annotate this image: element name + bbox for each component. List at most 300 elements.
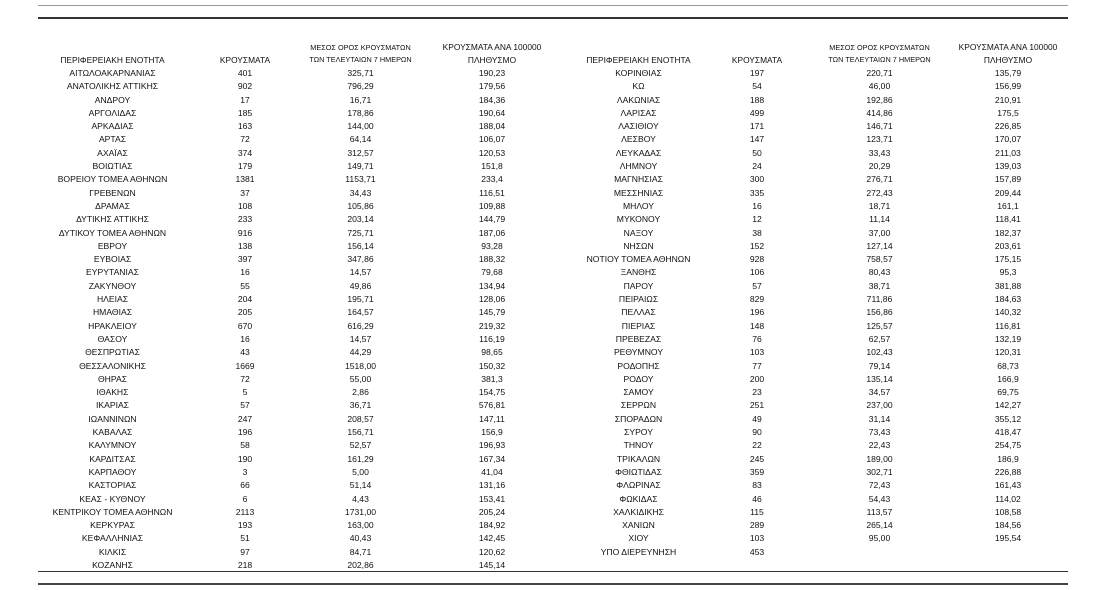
cell-per100k: 167,34 [478, 453, 506, 464]
cell-cases: 55 [240, 280, 250, 291]
cell-avg7: 758,57 [866, 254, 893, 265]
cell-per100k: 114,02 [995, 493, 1021, 504]
cell-avg7: 203,14 [347, 214, 374, 225]
cell-per100k: 186,9 [997, 453, 1019, 464]
cell-per100k: 140,32 [994, 307, 1022, 318]
cell-per100k: 166,9 [997, 373, 1019, 384]
header-per-line2: ΠΛΗΘΥΣΜΟ [467, 55, 517, 65]
cell-avg7: 64,14 [349, 134, 372, 145]
header-avg [298, 42, 423, 66]
cell-avg7: 161,29 [347, 453, 374, 464]
cell-per100k: 41,04 [481, 466, 503, 477]
cell-avg7: 163,00 [347, 520, 374, 531]
cell-per100k: 156,99 [994, 81, 1022, 92]
cell-avg7: 202,86 [347, 559, 374, 570]
cell-cases: 23 [752, 387, 762, 398]
cell-avg7: 616,29 [347, 320, 374, 331]
cell-cases: 108 [237, 200, 253, 211]
cell-region: ΑΝΔΡΟΥ [94, 94, 131, 105]
cell-per100k: 128,06 [478, 294, 506, 305]
cell-per100k: 154,75 [478, 387, 506, 398]
cell-avg7: 4,43 [352, 493, 369, 504]
cell-cases: 58 [240, 440, 250, 451]
cell-per100k: 170,07 [994, 134, 1022, 145]
cell-cases: 66 [240, 480, 250, 491]
cell-region: ΝΑΞΟΥ [623, 227, 654, 238]
cell-region: ΚΑΣΤΟΡΙΑΣ [88, 480, 137, 491]
cell-region: ΔΡΑΜΑΣ [95, 200, 130, 211]
cell-per100k: 233,4 [481, 174, 503, 185]
cell-per100k: 381,3 [481, 373, 503, 384]
cell-region: ΒΟΙΩΤΙΑΣ [92, 161, 133, 172]
cell-avg7: 38,71 [868, 280, 891, 291]
cell-region: ΚΑΡΠΑΘΟΥ [88, 466, 137, 477]
cell-per100k: 131,16 [478, 480, 506, 491]
cell-cases: 171 [749, 121, 765, 132]
cell-cases: 247 [237, 413, 253, 424]
cell-cases: 103 [749, 347, 765, 358]
cell-per100k: 184,92 [478, 520, 506, 531]
cell-avg7: 796,29 [347, 81, 374, 92]
cell-region: ΦΛΩΡΙΝΑΣ [616, 480, 661, 491]
cell-region: ΑΧΑΪΑΣ [97, 147, 128, 158]
cell-region: ΛΕΣΒΟΥ [621, 134, 656, 145]
cell-region: ΜΕΣΣΗΝΙΑΣ [613, 187, 664, 198]
cell-avg7: 51,14 [349, 480, 372, 491]
cell-cases: 179 [237, 161, 253, 172]
cell-avg7: 40,43 [349, 533, 372, 544]
cell-per100k: 142,27 [994, 400, 1022, 411]
cell-cases: 57 [752, 280, 762, 291]
header-avg [817, 42, 942, 66]
cell-region: ΠΡΕΒΕΖΑΣ [615, 333, 662, 344]
cell-avg7: 220,71 [866, 68, 893, 78]
cell-per100k: 156,9 [481, 427, 503, 438]
cell-cases: 670 [237, 320, 253, 331]
cell-avg7: 325,71 [347, 68, 374, 78]
header-per-line1: ΚΡΟΥΣΜΑΤΑ ΑΝΑ 100000 [958, 42, 1058, 52]
cell-per100k: 93,28 [481, 240, 503, 251]
cell-region: ΛΑΡΙΣΑΣ [620, 107, 657, 118]
cell-avg7: 156,71 [347, 427, 374, 438]
cell-cases: 51 [240, 533, 250, 544]
cell-avg7: 11,14 [869, 214, 890, 225]
cell-cases: 54 [752, 81, 762, 92]
cell-region: ΡΕΘΥΜΝΟΥ [613, 347, 664, 358]
header-avg-line2: ΤΩΝ ΤΕΛΕΥΤΑΙΩΝ 7 ΗΜΕΡΩΝ [309, 55, 412, 64]
cell-avg7: 195,71 [347, 294, 374, 305]
cell-per100k: 116,51 [479, 187, 505, 198]
cell-avg7: 5,00 [352, 466, 369, 477]
cell-cases: 499 [749, 107, 765, 118]
cell-avg7: 125,57 [866, 320, 893, 331]
cell-cases: 5 [242, 387, 248, 398]
cell-region: ΧΙΟΥ [628, 533, 649, 544]
cell-region: ΘΕΣΠΡΩΤΙΑΣ [85, 347, 140, 358]
cell-avg7: 79,14 [868, 360, 891, 371]
cell-cases: 829 [749, 294, 765, 305]
cell-region: ΙΘΑΚΗΣ [96, 387, 129, 398]
cell-cases: 453 [749, 546, 765, 557]
cell-avg7: 302,71 [866, 466, 893, 477]
cell-avg7: 73,43 [868, 427, 891, 438]
cell-avg7: 192,86 [866, 94, 893, 105]
cell-cases: 115 [750, 506, 764, 517]
cell-region: ΗΛΕΙΑΣ [96, 294, 129, 305]
cell-region: ΘΑΣΟΥ [97, 333, 128, 344]
cell-avg7: 146,71 [866, 121, 893, 132]
cell-region: ΚΕΦΑΛΛΗΝΙΑΣ [81, 533, 144, 544]
cell-avg7: 37,00 [868, 227, 891, 238]
cell-avg7: 178,86 [347, 107, 374, 118]
cell-avg7: 414,86 [866, 107, 893, 118]
header-region: ΠΕΡΙΦΕΡΕΙΑΚΗ ΕΝΟΤΗΤΑ [60, 55, 165, 65]
cell-avg7: 156,86 [866, 307, 893, 318]
cell-per100k: 182,37 [994, 227, 1022, 238]
cell-cases: 97 [240, 546, 250, 557]
cell-avg7: 14,57 [349, 333, 372, 344]
cell-avg7: 102,43 [866, 347, 893, 358]
cell-per100k: 116,19 [479, 333, 505, 344]
cell-per100k: 139,03 [994, 161, 1022, 172]
cell-per100k: 381,88 [994, 280, 1022, 291]
cell-avg7: 16,71 [349, 94, 372, 105]
cell-per100k: 355,12 [994, 413, 1022, 424]
cell-per100k: 118,41 [995, 214, 1021, 225]
header-per-line2: ΠΛΗΘΥΣΜΟ [983, 55, 1033, 65]
cell-region: ΚΩ [632, 81, 645, 92]
top-rule-thin [38, 5, 1068, 6]
cell-per100k: 209,44 [994, 187, 1022, 198]
cell-region: ΔΥΤΙΚΗΣ ΑΤΤΙΚΗΣ [76, 214, 149, 225]
header-region: ΠΕΡΙΦΕΡΕΙΑΚΗ ΕΝΟΤΗΤΑ [586, 55, 691, 65]
cell-region: ΜΥΚΟΝΟΥ [616, 214, 661, 225]
cell-avg7: 22,43 [868, 440, 891, 451]
cell-cases: 2113 [235, 506, 255, 517]
cell-cases: 204 [237, 294, 253, 305]
cell-per100k: 184,63 [994, 294, 1022, 305]
cell-cases: 76 [752, 333, 762, 344]
cell-per100k: 79,68 [481, 267, 503, 278]
header-per100k [427, 41, 557, 67]
cell-per100k: 106,07 [478, 134, 506, 145]
cell-per100k: 226,85 [994, 121, 1022, 132]
cell-avg7: 72,43 [868, 480, 891, 491]
cell-cases: 22 [752, 440, 762, 451]
cell-cases: 6 [242, 493, 248, 504]
cell-cases: 916 [237, 227, 253, 238]
cell-region: ΑΙΤΩΛΟΑΚΑΡΝΑΝΙΑΣ [69, 68, 156, 78]
cell-region: ΦΩΚΙΔΑΣ [619, 493, 658, 504]
cell-region: ΞΑΝΘΗΣ [620, 267, 657, 278]
cell-cases: 50 [752, 147, 762, 158]
cell-cases: 1381 [235, 174, 255, 185]
cell-cases: 218 [237, 559, 253, 570]
cell-region: ΤΗΝΟΥ [623, 440, 654, 451]
cell-region: ΒΟΡΕΙΟΥ ΤΟΜΕΑ ΑΘΗΝΩΝ [57, 174, 168, 185]
cell-avg7: 44,29 [349, 347, 372, 358]
cell-cases: 16 [240, 267, 250, 278]
cell-cases: 43 [240, 347, 250, 358]
bottom-rule-thick [38, 583, 1068, 585]
cell-per100k: 203,61 [994, 240, 1022, 251]
cell-region: ΘΕΣΣΑΛΟΝΙΚΗΣ [79, 360, 146, 371]
cell-region: ΚΑΒΑΛΑΣ [92, 427, 133, 438]
cell-cases: 83 [752, 480, 762, 491]
cell-avg7: 164,57 [347, 307, 374, 318]
cell-per100k: 147,11 [479, 413, 505, 424]
cell-avg7: 54,43 [868, 493, 891, 504]
cell-cases: 1669 [235, 360, 255, 371]
cell-avg7: 2,86 [352, 387, 369, 398]
cell-region: ΛΗΜΝΟΥ [619, 161, 658, 172]
header-avg-line1: ΜΕΣΟΣ ΟΡΟΣ ΚΡΟΥΣΜΑΤΩΝ [829, 43, 930, 52]
cell-region: ΚΑΛΥΜΝΟΥ [88, 440, 137, 451]
cell-per100k: 120,62 [478, 546, 506, 557]
cell-avg7: 33,43 [868, 147, 891, 158]
cell-per100k: 142,45 [478, 533, 506, 544]
cell-avg7: 113,57 [866, 506, 893, 517]
cell-per100k: 190,64 [478, 107, 506, 118]
cell-region: ΑΝΑΤΟΛΙΚΗΣ ΑΤΤΙΚΗΣ [66, 81, 159, 92]
cell-region: ΣΑΜΟΥ [623, 387, 654, 398]
cell-region: ΚΟΖΑΝΗΣ [92, 559, 133, 570]
header-per-line1: ΚΡΟΥΣΜΑΤΑ ΑΝΑ 100000 [442, 42, 542, 52]
cell-region: ΣΕΡΡΩΝ [620, 400, 657, 411]
cell-region: ΑΡΚΑΔΙΑΣ [91, 121, 134, 132]
cell-cases: 359 [749, 466, 765, 477]
cell-region: ΦΘΙΩΤΙΔΑΣ [615, 466, 662, 477]
cell-per100k: 184,56 [994, 520, 1022, 531]
cell-per100k: 196,93 [478, 440, 506, 451]
cell-avg7: 135,14 [866, 373, 893, 384]
cell-region: ΕΥΡΥΤΑΝΙΑΣ [86, 267, 139, 278]
header-cases: ΚΡΟΥΣΜΑΤΑ [219, 55, 271, 65]
cell-avg7: 1731,00 [344, 506, 377, 517]
cell-per100k: 179,56 [478, 81, 506, 92]
cell-region: ΑΡΤΑΣ [98, 134, 127, 145]
cell-region: ΠΕΛΛΑΣ [621, 307, 656, 318]
cell-avg7: 1518,00 [344, 360, 377, 371]
cell-per100k: 190,23 [478, 68, 506, 78]
cell-per100k: 69,75 [997, 387, 1019, 398]
cell-avg7: 34,57 [868, 387, 891, 398]
cell-region: ΖΑΚΥΝΘΟΥ [88, 280, 137, 291]
cell-avg7: 36,71 [349, 400, 372, 411]
cell-avg7: 46,00 [868, 81, 891, 92]
cell-region: ΗΜΑΘΙΑΣ [92, 307, 133, 318]
cell-cases: 148 [749, 320, 765, 331]
cell-cases: 374 [237, 147, 253, 158]
cell-cases: 196 [237, 427, 253, 438]
cell-region: ΠΕΙΡΑΙΩΣ [618, 294, 659, 305]
cell-cases: 401 [237, 68, 253, 78]
cell-per100k: 151,8 [481, 161, 503, 172]
cell-avg7: 84,71 [349, 546, 372, 557]
cell-cases: 152 [749, 240, 765, 251]
cell-per100k: 144,79 [478, 214, 506, 225]
cell-region: ΑΡΓΟΛΙΔΑΣ [88, 107, 137, 118]
cell-cases: 147 [749, 134, 765, 145]
cell-region: ΕΒΡΟΥ [97, 240, 128, 251]
cell-region: ΧΑΝΙΩΝ [622, 520, 655, 531]
cell-per100k: 219,32 [478, 320, 506, 331]
cell-cases: 245 [749, 453, 765, 464]
top-rule-thick [38, 17, 1068, 19]
cell-per100k: 132,19 [994, 333, 1022, 344]
cell-per100k: 68,73 [997, 360, 1019, 371]
cell-per100k: 175,5 [997, 107, 1019, 118]
cell-region: ΓΡΕΒΕΝΩΝ [89, 187, 136, 198]
cell-avg7: 80,43 [868, 267, 891, 278]
cell-region: ΧΑΛΚΙΔΙΚΗΣ [613, 506, 664, 517]
cell-avg7: 123,71 [866, 134, 893, 145]
cell-per100k: 205,24 [478, 506, 506, 517]
cell-avg7: 14,57 [349, 267, 372, 278]
cell-per100k: 211,03 [995, 147, 1021, 158]
cell-per100k: 210,91 [994, 94, 1022, 105]
cell-cases: 46 [752, 493, 762, 504]
cell-avg7: 189,00 [866, 453, 893, 464]
cell-region: ΜΗΛΟΥ [622, 200, 655, 211]
cell-per100k: 134,94 [478, 280, 506, 291]
cell-per100k: 145,14 [478, 559, 506, 570]
header-cases: ΚΡΟΥΣΜΑΤΑ [731, 55, 783, 65]
cell-region: ΚΕΝΤΡΙΚΟΥ ΤΟΜΕΑ ΑΘΗΝΩΝ [52, 506, 173, 517]
cell-cases: 196 [749, 307, 765, 318]
cell-avg7: 31,14 [868, 413, 891, 424]
cell-avg7: 347,86 [347, 254, 374, 265]
cell-cases: 902 [237, 81, 253, 92]
cell-region: ΚΕΑΣ - ΚΥΘΝΟΥ [79, 493, 146, 504]
cell-cases: 72 [240, 373, 250, 384]
cell-avg7: 149,71 [347, 161, 374, 172]
cell-cases: 200 [749, 373, 765, 384]
cell-per100k: 254,75 [994, 440, 1022, 451]
cell-avg7: 105,86 [347, 200, 374, 211]
cell-cases: 3 [242, 466, 248, 477]
cell-cases: 38 [752, 227, 762, 238]
cell-avg7: 1153,71 [345, 174, 376, 185]
cell-avg7: 49,86 [349, 280, 372, 291]
cell-per100k: 153,41 [478, 493, 506, 504]
cell-cases: 300 [749, 174, 765, 185]
cell-region: ΛΕΥΚΑΔΑΣ [615, 147, 662, 158]
cell-avg7: 276,71 [866, 174, 893, 185]
cell-cases: 197 [749, 68, 765, 78]
cell-cases: 289 [749, 520, 765, 531]
cell-per100k: 120,31 [994, 347, 1022, 358]
cell-region: ΡΟΔΟΥ [623, 373, 654, 384]
cell-region: ΝΟΤΙΟΥ ΤΟΜΕΑ ΑΘΗΝΩΝ [586, 254, 691, 265]
cell-avg7: 62,57 [868, 333, 891, 344]
cell-region: ΚΙΛΚΙΣ [98, 546, 127, 557]
cell-region: ΡΟΔΟΠΗΣ [617, 360, 660, 371]
cell-region: ΙΚΑΡΙΑΣ [95, 400, 129, 411]
cell-cases: 251 [749, 400, 765, 411]
cell-per100k: 135,79 [994, 68, 1022, 78]
cell-per100k: 150,32 [478, 360, 506, 371]
cell-per100k: 116,81 [995, 320, 1021, 331]
cell-per100k: 184,36 [478, 94, 506, 105]
cell-avg7: 272,43 [866, 187, 893, 198]
cell-per100k: 226,88 [994, 466, 1022, 477]
cell-region: ΣΠΟΡΑΔΩΝ [614, 413, 663, 424]
cell-avg7: 34,43 [349, 187, 372, 198]
cell-per100k: 187,06 [478, 227, 506, 238]
cell-region: ΣΥΡΟΥ [624, 427, 653, 438]
header-avg-line1: ΜΕΣΟΣ ΟΡΟΣ ΚΡΟΥΣΜΑΤΩΝ [310, 43, 411, 52]
cell-per100k: 161,43 [994, 480, 1022, 491]
cell-cases: 77 [752, 360, 762, 371]
cell-cases: 57 [240, 400, 250, 411]
cell-per100k: 188,32 [478, 254, 506, 265]
cell-cases: 193 [237, 520, 253, 531]
cell-avg7: 55,00 [349, 373, 372, 384]
header-per100k [943, 41, 1073, 67]
cell-region: ΕΥΒΟΙΑΣ [93, 254, 132, 265]
cell-cases: 138 [237, 240, 253, 251]
cell-avg7: 237,00 [866, 400, 893, 411]
cell-avg7: 144,00 [347, 121, 374, 132]
cell-cases: 185 [237, 107, 253, 118]
cell-cases: 335 [749, 187, 765, 198]
cell-avg7: 127,14 [866, 240, 893, 251]
cell-avg7: 312,57 [347, 147, 374, 158]
cell-region: ΛΑΣΙΘΙΟΥ [618, 121, 659, 132]
cell-cases: 16 [240, 333, 250, 344]
cell-per100k: 145,79 [478, 307, 506, 318]
cell-region: ΛΑΚΩΝΙΑΣ [616, 94, 661, 105]
cell-cases: 12 [752, 214, 762, 225]
cell-per100k: 418,47 [994, 427, 1022, 438]
cell-region: ΜΑΓΝΗΣΙΑΣ [614, 174, 663, 185]
cell-avg7: 52,57 [349, 440, 372, 451]
cell-per100k: 188,04 [478, 121, 506, 132]
cell-avg7: 711,86 [866, 294, 893, 305]
cell-cases: 190 [237, 453, 253, 464]
cell-per100k: 98,65 [481, 347, 503, 358]
cell-avg7: 156,14 [347, 240, 374, 251]
header-avg-line2: ΤΩΝ ΤΕΛΕΥΤΑΙΩΝ 7 ΗΜΕΡΩΝ [828, 55, 931, 64]
cell-region: ΚΕΡΚΥΡΑΣ [90, 520, 135, 531]
cell-avg7: 265,14 [866, 520, 893, 531]
cell-region: ΗΡΑΚΛΕΙΟΥ [88, 320, 137, 331]
cell-cases: 397 [237, 254, 253, 265]
cell-region: ΝΗΣΩΝ [623, 240, 654, 251]
cell-region: ΚΟΡΙΝΘΙΑΣ [615, 68, 662, 78]
cell-cases: 103 [749, 533, 765, 544]
cell-region: ΙΩΑΝΝΙΝΩΝ [88, 413, 137, 424]
cell-region: ΥΠΟ ΔΙΕΡΕΥΝΗΣΗ [600, 546, 677, 557]
cell-per100k: 576,81 [478, 400, 506, 411]
cell-cases: 163 [237, 121, 253, 132]
cell-region: ΚΑΡΔΙΤΣΑΣ [89, 453, 136, 464]
cell-region: ΤΡΙΚΑΛΩΝ [616, 453, 661, 464]
cell-avg7: 20,29 [868, 161, 891, 172]
cell-region: ΠΑΡΟΥ [623, 280, 654, 291]
cell-region: ΘΗΡΑΣ [97, 373, 128, 384]
cell-cases: 106 [749, 267, 765, 278]
cell-cases: 205 [237, 307, 253, 318]
cell-per100k: 108,58 [994, 506, 1022, 517]
cell-avg7: 725,71 [347, 227, 374, 238]
cell-cases: 90 [752, 427, 762, 438]
cell-per100k: 120,53 [478, 147, 506, 158]
cell-cases: 188 [749, 94, 765, 105]
cell-per100k: 95,3 [999, 267, 1017, 278]
cell-cases: 928 [749, 254, 765, 265]
